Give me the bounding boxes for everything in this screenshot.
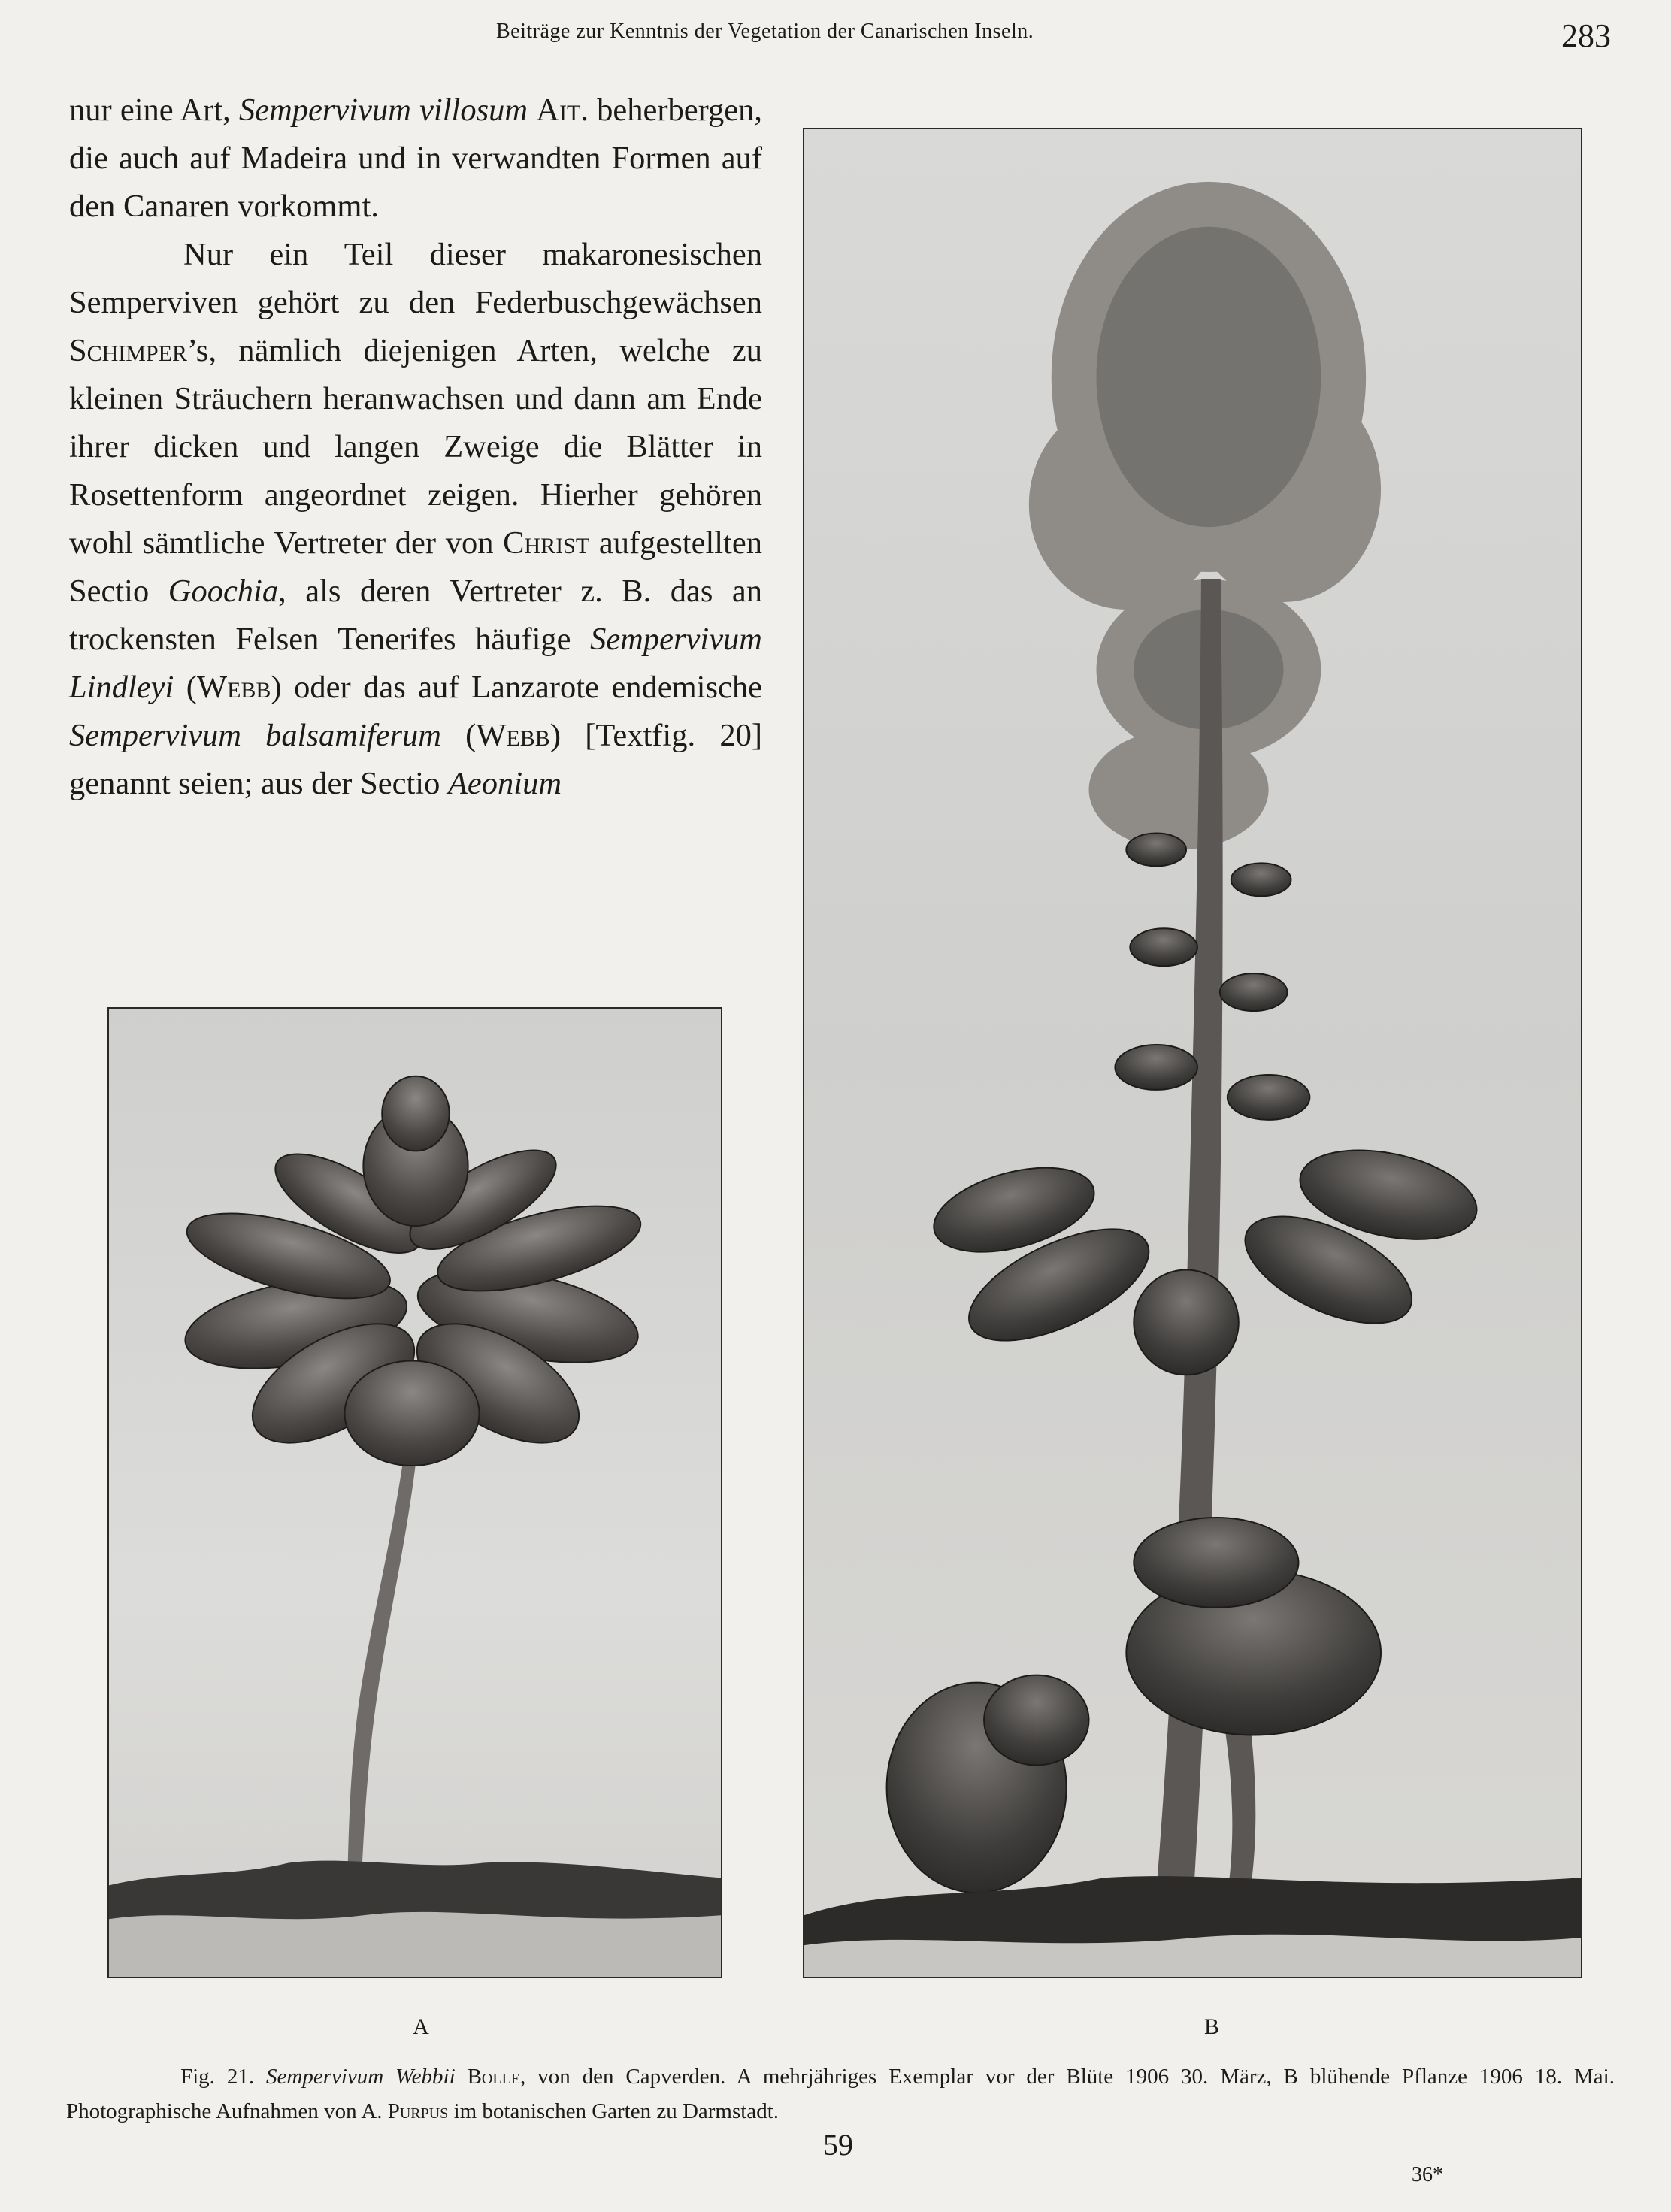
species-name: Sempervivum Lindleyi bbox=[69, 622, 762, 705]
photo-b-image bbox=[804, 129, 1581, 1977]
text-run: beherbergen, die auch auf Madeira und in verwandten Formen auf den Canaren vorkommt. bbox=[69, 92, 763, 224]
section-name: Goochia bbox=[168, 573, 279, 609]
author-name: Purpus bbox=[387, 2099, 449, 2123]
species-name: Sempervivum balsamiferum bbox=[69, 718, 441, 753]
text-run: Nur ein Teil dieser makaronesischen Semperviven gehört zu den Federbuschgewächsen bbox=[69, 237, 762, 320]
paragraph-2 bbox=[69, 231, 762, 808]
paragraph-1 bbox=[69, 86, 762, 231]
photo-a-image bbox=[109, 1009, 721, 1977]
caption-text bbox=[66, 2059, 1615, 2129]
text-run: , als deren Vertreter z. B. das an trockensten Felsen Tenerifes häufige bbox=[69, 573, 763, 657]
author-name: Bolle bbox=[455, 2065, 521, 2089]
text-run: im botanischen Garten zu Darmstadt. bbox=[448, 2099, 779, 2123]
plate-label-b: B bbox=[1203, 2014, 1219, 2039]
body-text bbox=[69, 86, 762, 808]
text-run: ) oder das auf Lanzarote endemische bbox=[271, 670, 762, 705]
page-number: 283 bbox=[1561, 17, 1611, 54]
text-run: aufgestellten Sectio bbox=[69, 525, 762, 609]
author-name: Schimper bbox=[69, 333, 187, 368]
section-name: Aeonium bbox=[447, 766, 562, 801]
text-run: , von den Capverden. A mehrjähriges Exemplar vor der Blüte 1906 30. März, B blühende Pflanze 1906 18. Mai. Photographische Aufnahmen von A. bbox=[66, 2065, 1615, 2123]
sheet-mark: 36* bbox=[1412, 2163, 1443, 2186]
author-name: Christ bbox=[503, 525, 590, 561]
photo-a bbox=[107, 1007, 722, 1978]
species-name: Sempervivum villosum bbox=[238, 92, 528, 128]
author-name: Webb bbox=[476, 718, 550, 753]
signature-number: 59 bbox=[823, 2128, 853, 2162]
text-run: nur eine Art, bbox=[69, 92, 239, 128]
figure-number: Fig. 21. bbox=[180, 2065, 267, 2089]
running-head bbox=[0, 14, 1671, 59]
text-run: ) [Textfig. 20] genannt seien; aus der Sectio bbox=[69, 718, 763, 801]
text-run: ( bbox=[174, 670, 197, 705]
photo-b bbox=[803, 128, 1582, 1978]
author-name: Ait. bbox=[536, 92, 589, 128]
author-name: Webb bbox=[196, 670, 271, 705]
figure-caption bbox=[66, 2059, 1615, 2129]
running-title: Beiträge zur Kenntnis der Vegetation der Canarischen Inseln. bbox=[496, 20, 1034, 43]
species-name: Sempervivum Webbii bbox=[266, 2065, 456, 2089]
text-run: ’s, nämlich diejenigen Arten, welche zu kleinen Sträuchern heranwachsen und dann am Ende ihrer dicken und langen Zweige die Blätter in Rosettenform angeordnet zeigen. Hierher gehören wohl sämtliche Vertreter der von bbox=[69, 333, 762, 561]
plate-label-a: A bbox=[413, 2014, 429, 2039]
text-run: ( bbox=[440, 718, 477, 753]
